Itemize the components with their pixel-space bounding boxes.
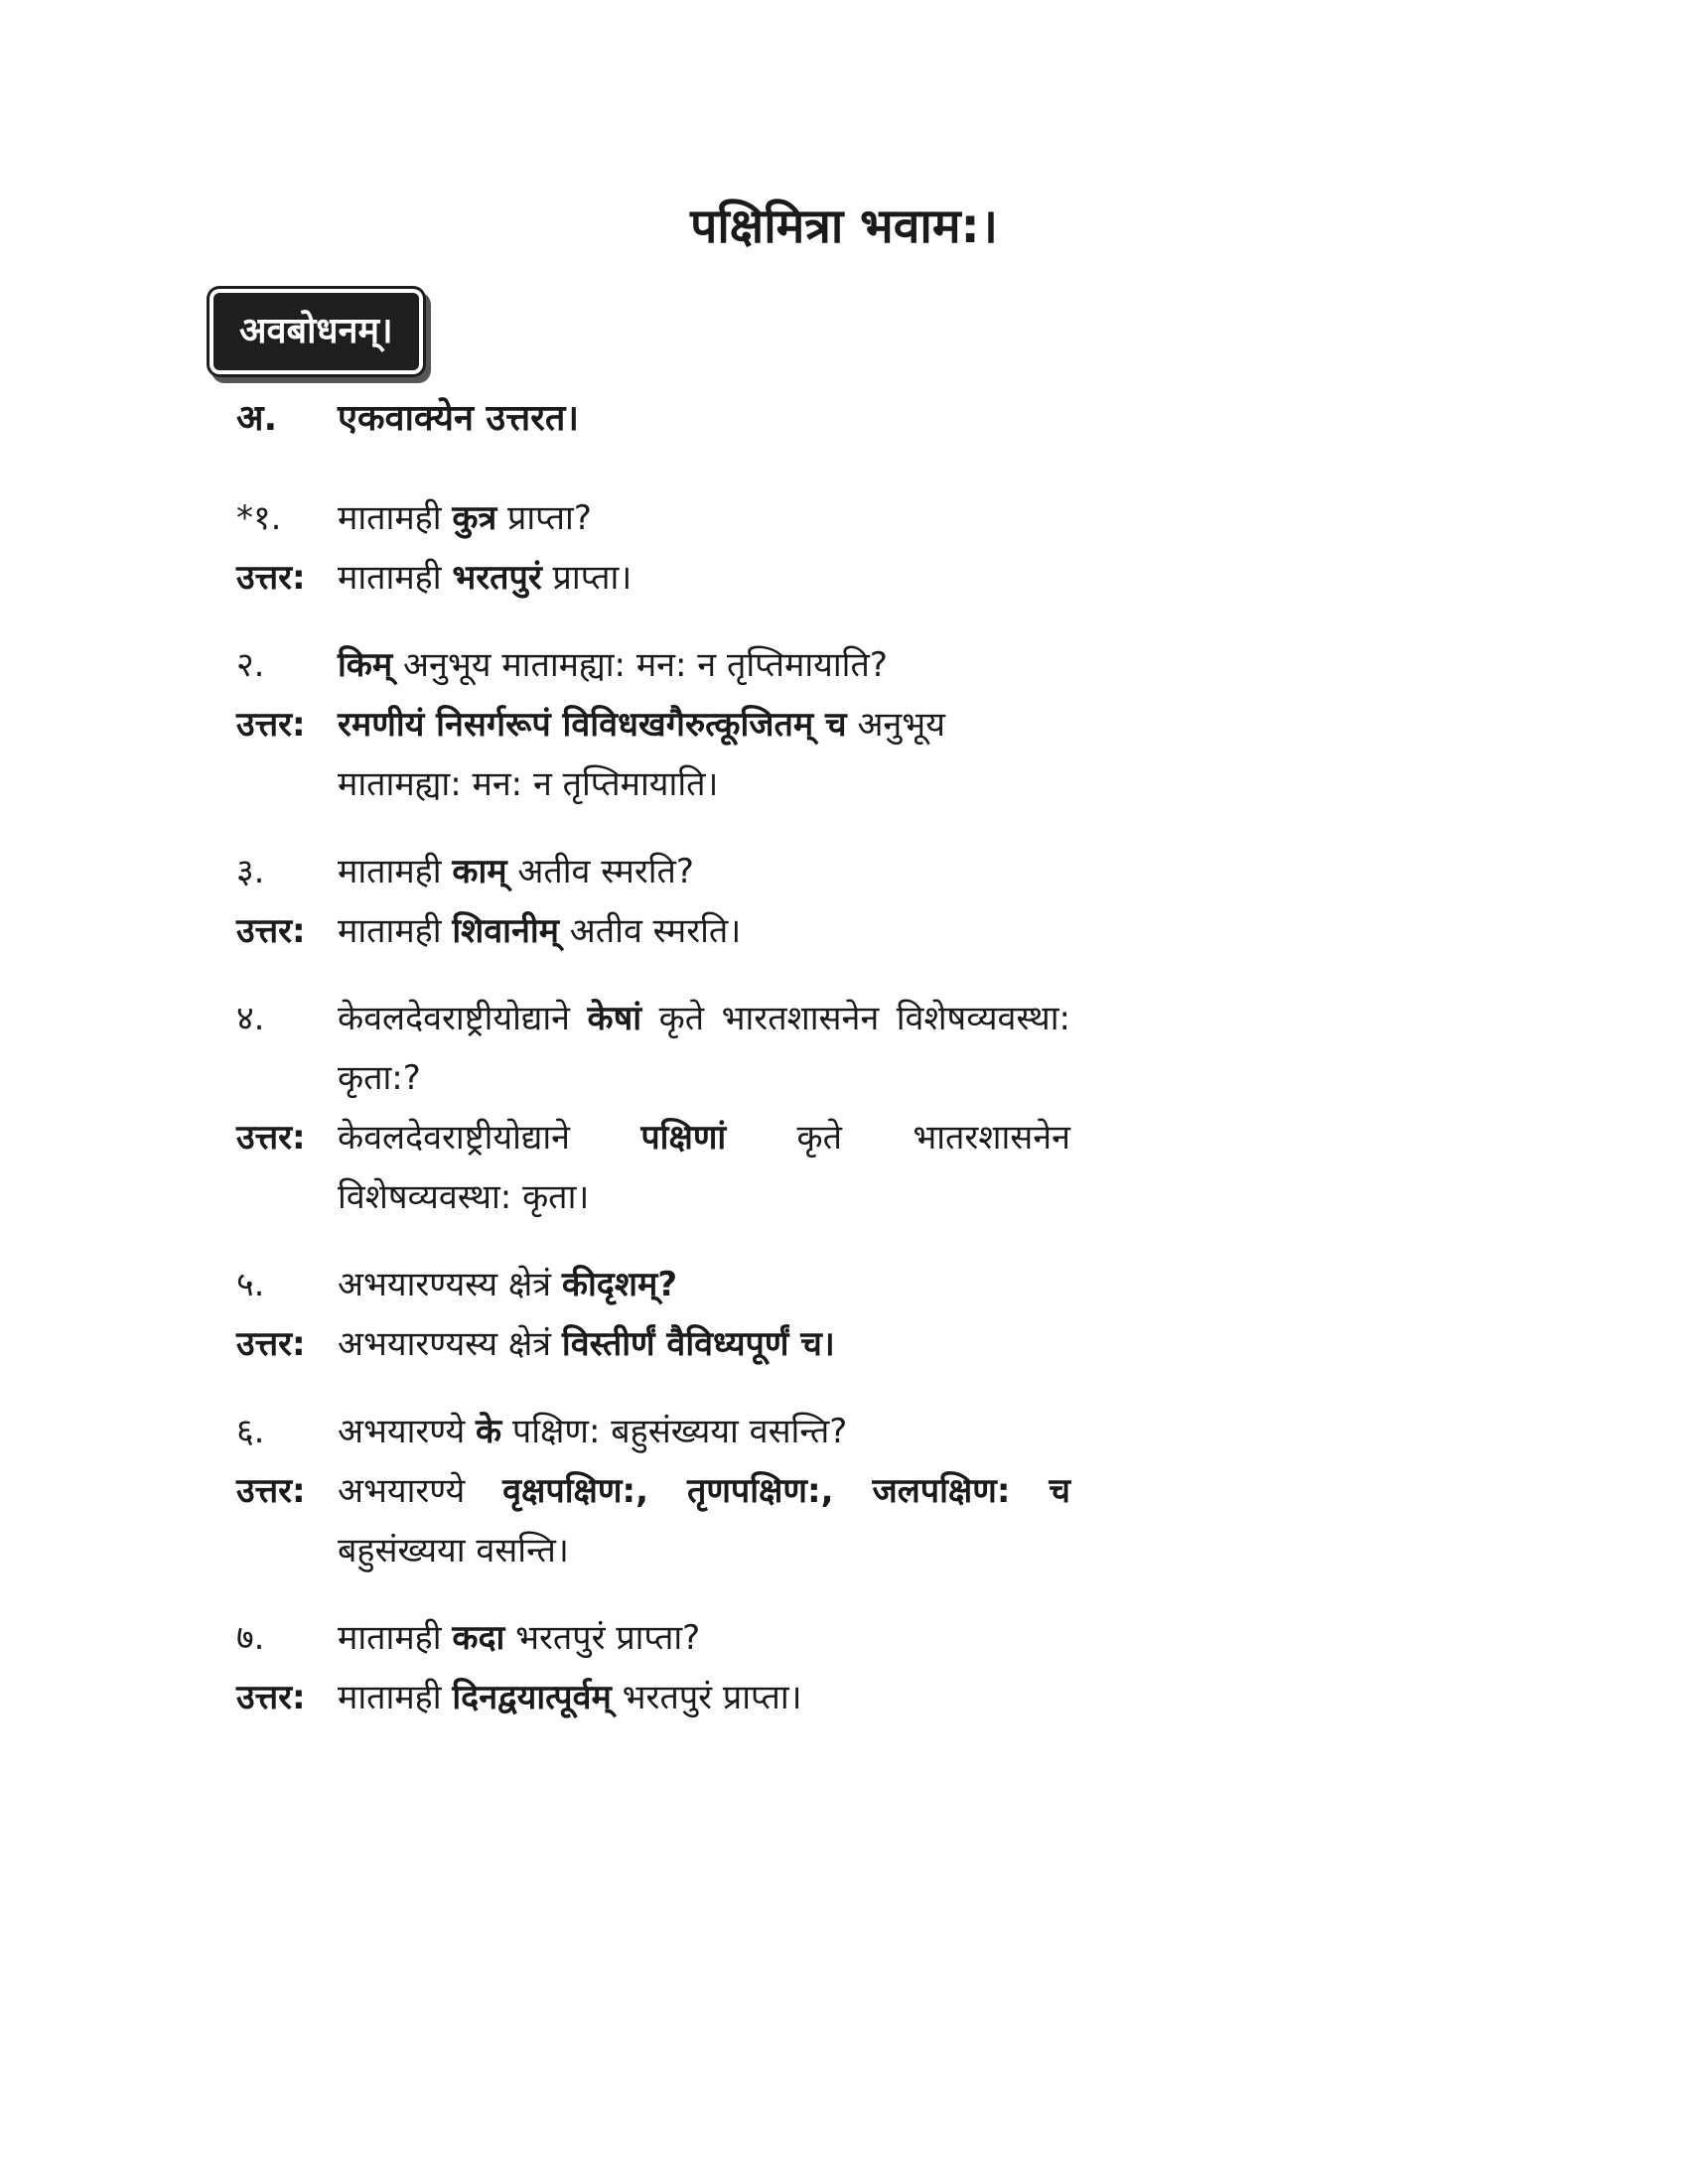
answer-label: उत्तर:: [236, 558, 306, 598]
page-title: पक्षिमित्रा भवाम:।: [690, 199, 998, 254]
bold-text-segment: किम्: [338, 645, 393, 685]
answer-label: उत्तर:: [236, 1471, 306, 1511]
text-segment: भरतपुरं प्राप्ता।: [611, 1678, 802, 1717]
answer-text: [338, 1668, 1070, 1727]
question-text: [338, 1402, 1070, 1461]
bold-text-segment: भरतपुरं: [452, 558, 542, 598]
answer-row: [236, 901, 1070, 961]
text-segment: अभयारण्ये: [338, 1412, 476, 1451]
question-number: ४.: [236, 999, 265, 1038]
text-segment: अनुभूय मातामह्या: मन: न तृप्तिमायाति?: [392, 645, 888, 685]
question-number: २.: [236, 645, 265, 685]
text-segment: मातामही: [338, 498, 453, 538]
question-row: [236, 989, 1070, 1108]
answer-row: [236, 548, 1070, 608]
bold-text-segment: काम्: [452, 852, 507, 891]
question-row: [236, 1608, 1070, 1668]
answer-row: [236, 1668, 1070, 1727]
exercise-heading: [236, 389, 1070, 449]
question-row: [236, 842, 1070, 901]
text-segment: पक्षिण: बहुसंख्यया वसन्ति?: [501, 1412, 848, 1451]
question-text: [338, 842, 1070, 901]
bold-text-segment: कुत्र: [452, 498, 497, 538]
text-segment: अभयारण्ये: [338, 1471, 503, 1511]
question-number: ३.: [236, 852, 265, 891]
text-segment: मातामही: [338, 558, 453, 598]
question-row: [236, 488, 1070, 548]
heading-text: एकवाक्येन उत्तरत।: [338, 398, 580, 439]
question-number: ७.: [236, 1618, 265, 1658]
answer-label: उत्तर:: [236, 1678, 306, 1717]
text-segment: बहुसंख्यया वसन्ति।: [338, 1531, 569, 1570]
text-segment: मातामही: [338, 911, 453, 951]
bold-text-segment: के: [476, 1412, 502, 1451]
qa-item: [236, 635, 1070, 814]
text-segment: मातामही: [338, 852, 453, 891]
text-segment: मातामही: [338, 1678, 453, 1717]
qa-item: [236, 1608, 1070, 1727]
bold-text-segment: वृक्षपक्षिण:, तृणपक्षिण:, जलपक्षिण: च: [502, 1471, 1070, 1511]
text-segment: अनुभूय मातामह्या: मन: न तृप्तिमायाति।: [338, 705, 945, 804]
question-number: ५.: [236, 1265, 265, 1304]
answer-text: [338, 548, 1070, 608]
text-segment: भरतपुरं प्राप्ता?: [504, 1618, 701, 1658]
bold-text-segment: केषां: [587, 999, 642, 1038]
bold-text-segment: रमणीयं निसर्गरूपं विविधखगैरुत्कूजितम् च: [338, 705, 847, 745]
text-segment: केवलदेवराष्ट्रीयोद्याने: [338, 1118, 641, 1158]
answer-text: [338, 901, 1070, 961]
text-segment: अतीव स्मरति?: [506, 852, 694, 891]
text-segment: कृते भारतशासनेन विशेषव्यवस्था: कृता:?: [338, 999, 1070, 1098]
text-segment: केवलदेवराष्ट्रीयोद्याने: [338, 999, 588, 1038]
question-number: *१.: [236, 498, 282, 538]
heading-marker: अ.: [236, 398, 278, 439]
answer-label: उत्तर:: [236, 1324, 306, 1364]
question-text: [338, 1608, 1070, 1668]
qa-list: [236, 488, 1070, 1727]
answer-text: [338, 1461, 1070, 1580]
bold-text-segment: कदा: [452, 1618, 505, 1658]
answer-text: [338, 695, 1070, 814]
answer-row: [236, 1461, 1070, 1580]
text-segment: अभयारण्यस्य क्षेत्रं: [338, 1324, 562, 1364]
bold-text-segment: पक्षिणां: [640, 1118, 727, 1158]
bold-text-segment: कीदृशम्?: [561, 1265, 678, 1304]
answer-text: [338, 1314, 1070, 1374]
qa-item: [236, 842, 1070, 961]
question-row: [236, 1402, 1070, 1461]
answer-text: [338, 1108, 1070, 1227]
answer-label: उत्तर:: [236, 705, 306, 745]
bold-text-segment: दिनद्वयात्पूर्वम्: [452, 1678, 612, 1717]
question-row: [236, 1255, 1070, 1314]
text-segment: अतीव स्मरति।: [558, 911, 742, 951]
bold-text-segment: शिवानीम्: [452, 911, 559, 951]
answer-row: [236, 1314, 1070, 1374]
exercise-content: [236, 389, 1070, 1755]
text-segment: कृते भातरशासनेन विशेषव्यवस्था: कृता।: [338, 1118, 1070, 1217]
qa-item: [236, 989, 1070, 1227]
text-segment: मातामही: [338, 1618, 453, 1658]
bold-text-segment: विस्तीर्णं वैविध्यपूर्णं च।: [561, 1324, 835, 1364]
question-row: [236, 635, 1070, 695]
text-segment: अभयारण्यस्य क्षेत्रं: [338, 1265, 562, 1304]
text-segment: प्राप्ता?: [496, 498, 592, 538]
qa-item: [236, 488, 1070, 608]
question-text: [338, 635, 1070, 695]
answer-label: उत्तर:: [236, 1118, 306, 1158]
qa-item: [236, 1402, 1070, 1580]
qa-item: [236, 1255, 1070, 1374]
text-segment: प्राप्ता।: [541, 558, 633, 598]
answer-row: [236, 695, 1070, 814]
section-badge: अवबोधनम्।: [213, 293, 419, 370]
answer-label: उत्तर:: [236, 911, 306, 951]
question-text: [338, 488, 1070, 548]
question-text: [338, 989, 1070, 1108]
question-number: ६.: [236, 1412, 265, 1451]
question-text: [338, 1255, 1070, 1314]
answer-row: [236, 1108, 1070, 1227]
